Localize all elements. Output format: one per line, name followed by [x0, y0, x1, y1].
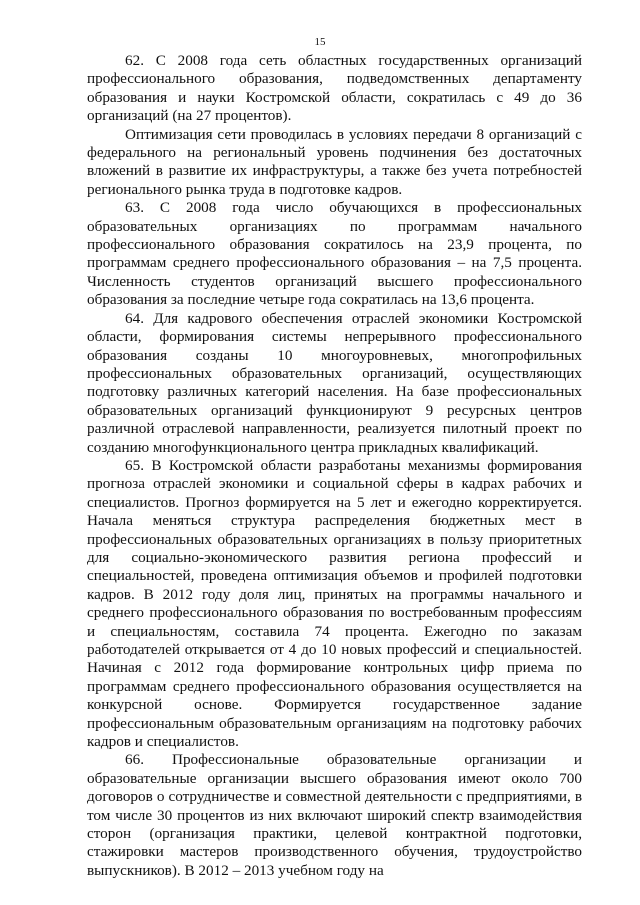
paragraph-64: 64. Для кадрового обеспечения отраслей экономики Костромской области, формирования системы непрерывного профессионального образования созданы 10 многоуровневых, многопрофильных профессиональных образовательных организаций, осуществляющих подготовку различных категорий населения. На базе профессиональных образовательных организаций функционируют 9 ресурсных центров различной отраслевой направленности, реализуется пилотный проект по созданию многофункционального центра прикладных квалификаций.	[87, 309, 582, 456]
paragraph-62: 62. С 2008 года сеть областных государственных организаций профессионального образования, подведомственных департаменту образования и науки Костромской области, сократилась с 49 до 36 организаций (на 27 процентов).	[87, 52, 582, 125]
paragraph-optimization: Оптимизация сети проводилась в условиях передачи 8 организаций с федерального на региональный уровень подчинения без достаточных вложений в развитие их инфраструктуры, а также без учета потребностей регионального рынка труда в подготовке кадров.	[87, 125, 582, 198]
paragraph-66: 66. Профессиональные образовательные организации и образовательные организации высшего образования имеют около 700 договоров о сотрудничестве и совместной деятельности с предприятиями, в том числе 30 процентов из них включают широкий спектр взаимодействия сторон (организация практики, целевой контрактной подготовки, стажировки мастеров производственного обучения, трудоустройство выпускников). В 2012 – 2013 учебном году на	[87, 751, 582, 879]
paragraph-65: 65. В Костромской области разработаны механизмы формирования прогноза отраслей экономики и социальной сферы в кадрах рабочих и специалистов. Прогноз формируется на 5 лет и ежегодно корректируется. Начала меняться структура распределения бюджетных мест в профессиональных образовательных организациях в пользу приоритетных для социально-экономического развития региона профессий и специальностей, проведена оптимизация объемов и профилей подготовки кадров. В 2012 году доля лиц, принятых на программы начального и среднего профессионального образования по востребованным профессиям и специальностям, составила 74 процента. Ежегодно по заказам работодателей открывается от 4 до 10 новых профессий и специальностей. Начиная с 2012 года формирование контрольных цифр приема по программам среднего профессионального образования осуществляется на конкурсной основе. Формируется государственное задание профессиональным образовательным организациям на подготовку рабочих кадров и специалистов.	[87, 456, 582, 751]
document-body	[87, 52, 582, 880]
paragraph-63: 63. С 2008 года число обучающихся в профессиональных образовательных организациях по программам начального профессионального образования сократилось на 23,9 процента, по программам среднего профессионального образования – на 7,5 процента. Численность студентов организаций высшего профессионального образования за последние четыре года сократилась на 13,6 процента.	[87, 199, 582, 309]
page-number: 15	[314, 36, 326, 48]
